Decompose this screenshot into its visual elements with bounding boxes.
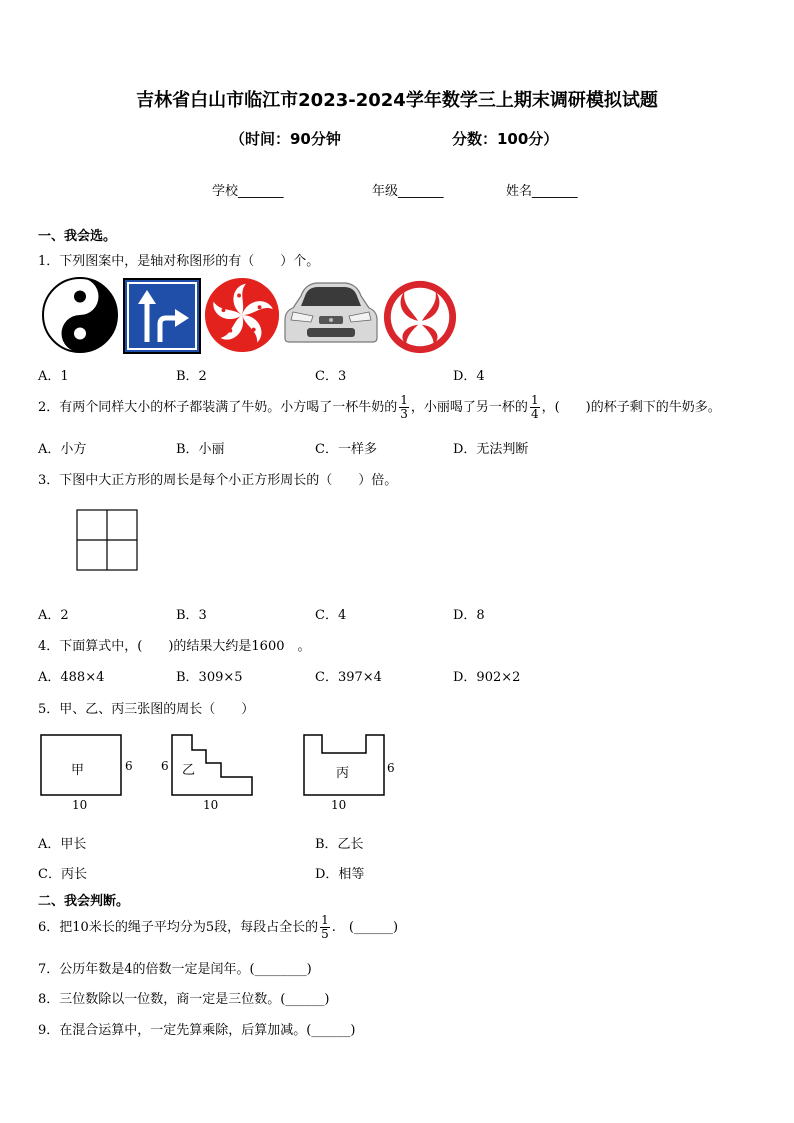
q1-option-a: A．1 xyxy=(38,369,69,384)
question-2 xyxy=(38,392,721,424)
shape-yi-height: 6 xyxy=(161,759,169,773)
question-6 xyxy=(38,912,398,944)
q3-option-d: D．8 xyxy=(453,608,485,623)
q2-option-d: D．无法判断 xyxy=(453,442,529,457)
q3-option-b: B．3 xyxy=(176,608,207,623)
question-9: 9．在混合运算中，一定先算乘除，后算加减。(______) xyxy=(38,1023,356,1038)
car-front-icon xyxy=(283,278,379,350)
question-5: 5．甲、乙、丙三张图的周长（ ） xyxy=(38,702,255,717)
shape-yi-label: 乙 xyxy=(182,763,196,778)
shape-yi-figure xyxy=(158,730,268,812)
section-heading-choice: 一、我会选。 xyxy=(38,229,117,244)
q6-text-b: . (______) xyxy=(331,920,399,935)
q4-option-d: D．902×2 xyxy=(453,670,521,685)
shape-yi-width: 10 xyxy=(203,798,219,812)
section-heading-judge: 二、我会判断。 xyxy=(38,894,130,909)
grade-field: 年级_______ xyxy=(372,184,444,199)
q2-text-b: ，小丽喝了另一杯的 xyxy=(410,400,528,415)
question-7: 7．公历年数是4的倍数一定是闰年。(________) xyxy=(38,962,312,977)
road-sign-icon xyxy=(123,278,201,354)
name-field: 姓名_______ xyxy=(506,184,578,199)
fraction-one-fifth: $\frac{1}{5}$ xyxy=(321,913,329,941)
q1-option-d: D．4 xyxy=(453,369,485,384)
dongfeng-logo-icon xyxy=(381,278,459,356)
grid-square-figure xyxy=(76,509,139,572)
q2-option-a: A．小方 xyxy=(38,442,87,457)
q5-option-d: D．相等 xyxy=(315,867,365,882)
shape-bing-label: 丙 xyxy=(336,766,350,781)
q2-text-c: ，( )的杯子剩下的牛奶多。 xyxy=(541,400,721,415)
q6-text-a: 6．把10米长的绳子平均分为5段，每段占全长的 xyxy=(38,920,319,935)
school-field: 学校_______ xyxy=(212,184,284,199)
fraction-one-third: $\frac{1}{3}$ xyxy=(400,393,408,421)
question-8: 8．三位数除以一位数，商一定是三位数。(______) xyxy=(38,992,330,1007)
bauhinia-icon xyxy=(203,276,281,354)
shape-jia-width: 10 xyxy=(72,798,88,812)
q2-option-c: C．一样多 xyxy=(315,442,377,457)
question-1: 1．下列图案中，是轴对称图形的有（ ）个。 xyxy=(38,254,320,269)
page-title: 吉林省白山市临江市2023-2024学年数学三上期末调研模拟试题 xyxy=(136,90,658,111)
question-3: 3．下图中大正方形的周长是每个小正方形周长的（ ）倍。 xyxy=(38,473,398,488)
shape-jia-label: 甲 xyxy=(71,763,85,778)
shape-jia-height: 6 xyxy=(125,759,133,773)
q3-option-c: C．4 xyxy=(315,608,347,623)
yin-yang-icon xyxy=(40,276,120,354)
q5-option-b: B．乙长 xyxy=(315,837,364,852)
q4-option-b: B．309×5 xyxy=(176,670,243,685)
q3-option-a: A．2 xyxy=(38,608,69,623)
q2-text-a: 2．有两个同样大小的杯子都装满了牛奶。小方喝了一杯牛奶的 xyxy=(38,400,398,415)
exam-time: （时间：90分钟 xyxy=(230,130,341,148)
question-4: 4．下面算式中，( )的结果大约是1600 。 xyxy=(38,639,311,654)
q4-option-a: A．488×4 xyxy=(38,670,105,685)
q5-option-a: A．甲长 xyxy=(38,837,87,852)
shape-jia-figure xyxy=(36,730,146,812)
q4-option-c: C．397×4 xyxy=(315,670,382,685)
shape-bing-width: 10 xyxy=(331,798,347,812)
q5-option-c: C．丙长 xyxy=(38,867,87,882)
q2-option-b: B．小丽 xyxy=(176,442,225,457)
exam-score: 分数：100分） xyxy=(452,130,559,148)
q1-option-b: B．2 xyxy=(176,369,207,384)
shape-bing-figure xyxy=(298,730,408,812)
q1-option-c: C．3 xyxy=(315,369,347,384)
shape-bing-height: 6 xyxy=(387,761,395,775)
fraction-one-quarter: $\frac{1}{4}$ xyxy=(530,393,539,421)
